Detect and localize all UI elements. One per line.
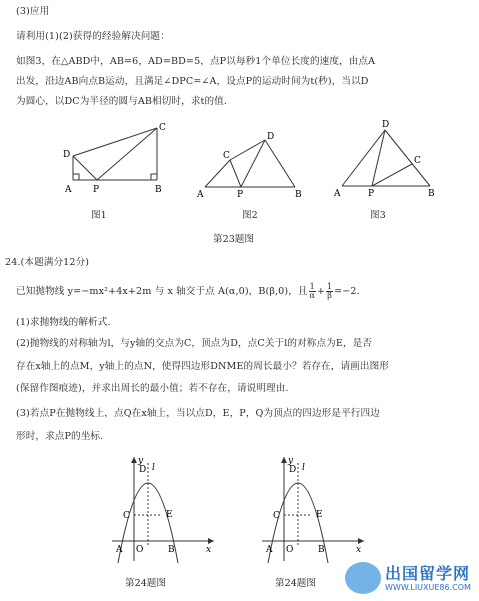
figure-24-left-caption: 第24题图 [125, 578, 166, 589]
label-C: C [414, 156, 421, 166]
label-D: D [139, 465, 147, 475]
label-D: D [267, 132, 275, 142]
fraction-1-alpha: $\frac{1}{\alpha}$ [309, 282, 315, 300]
figure-23-1 [55, 118, 175, 198]
label-y: y [138, 456, 144, 466]
figure-23-2 [195, 125, 310, 200]
figure-23-1-caption: 图1 [91, 210, 107, 221]
label-l: l [302, 463, 305, 473]
q24-line1-pre: 已知抛物线 y=−mx²+4x+2m 与 x 轴交于点 A(α,0)，B(β,0)，且 [16, 286, 308, 297]
q24-sub2-line1: (2)抛物线的对称轴为l，与y轴的交点为C，顶点为D，点C关于l的对称点为E，是否 [16, 338, 373, 349]
label-x: x [356, 545, 362, 555]
figure-23-3-caption: 图3 [370, 210, 386, 221]
label-D: D [382, 120, 390, 130]
figure-24-right-caption: 第24题图 [275, 578, 316, 589]
label-O: O [286, 545, 294, 555]
label-x: x [206, 545, 212, 555]
label-P: P [237, 190, 244, 200]
label-B: B [318, 545, 325, 555]
label-C: C [223, 151, 230, 161]
label-E: E [166, 510, 173, 520]
figure-23-title: 第23题图 [213, 234, 254, 245]
label-P: P [93, 185, 100, 195]
label-l: l [152, 463, 155, 473]
problem-line-2: 出发，沿边AB向点B运动，且满足∠DPC=∠A，设点P的运动时间为t(秒)，当以D [16, 76, 369, 87]
label-B: B [155, 185, 162, 195]
label-E: E [316, 510, 323, 520]
problem-line-1: 如图3，在△ABD中，AB=6，AD=BD=5，点P以每秒1个单位长度的速度，由点A [16, 56, 376, 67]
label-A: A [266, 545, 273, 555]
label-B: B [295, 190, 302, 200]
figure-24-right-graph [258, 453, 368, 565]
q24-sub2-line2: 存在x轴上的点M，y轴上的点N，使得四边形DNME的周长最小？若存在，请画出图形 [16, 361, 389, 372]
label-P: P [368, 189, 375, 199]
q24-header: 24.(本题满分12分) [5, 257, 90, 268]
figure-23-2-caption: 图2 [242, 210, 258, 221]
label-A: A [65, 185, 72, 195]
watermark-title: 出国留学网 [385, 564, 471, 583]
figure-23-3 [330, 118, 440, 200]
label-B: B [168, 545, 175, 555]
q24-sub3-line2: 形时，求点P的坐标. [16, 431, 104, 442]
label-C: C [159, 123, 166, 133]
problem-line-3: 为圆心，以DC为半径的圆与AB相切时，求t的值. [16, 96, 228, 107]
label-C: C [123, 511, 130, 521]
q24-line1-post: =−2. [334, 286, 360, 297]
label-y: y [288, 456, 294, 466]
watermark [345, 558, 475, 598]
q24-sub2-line3: (保留作图痕迹)，并求出周长的最小值；若不存在，请说明理由. [16, 383, 289, 394]
q24-sub1: (1)求抛物线的解析式. [16, 317, 111, 328]
q24-sub3-line1: (3)若点P在抛物线上，点Q在x轴上，当以点D，E，P，Q为顶点的四边形是平行四边 [16, 408, 380, 419]
label-B: B [428, 189, 435, 199]
watermark-logo-icon [345, 562, 381, 594]
q24-line1: 已知抛物线 y=−mx²+4x+2m 与 x 轴交于点 A(α,0)，B(β,0)，且 $\frac{1}{\alpha}$ + $\frac{1}{\beta}$ =−2. [16, 282, 360, 300]
label-A: A [334, 189, 341, 199]
part3-intro: 请利用(1)(2)获得的经验解决问题： [16, 31, 170, 42]
label-A: A [116, 545, 123, 555]
label-O: O [136, 545, 144, 555]
label-D: D [289, 465, 297, 475]
label-D: D [63, 150, 71, 160]
fraction-1-beta: $\frac{1}{\beta}$ [326, 282, 333, 300]
part3-heading: (3)应用 [16, 6, 50, 17]
watermark-url: WWW.LIUXUE86.COM [385, 583, 471, 592]
label-A: A [197, 190, 204, 200]
figure-24-left-graph [108, 453, 218, 565]
label-C: C [273, 511, 280, 521]
